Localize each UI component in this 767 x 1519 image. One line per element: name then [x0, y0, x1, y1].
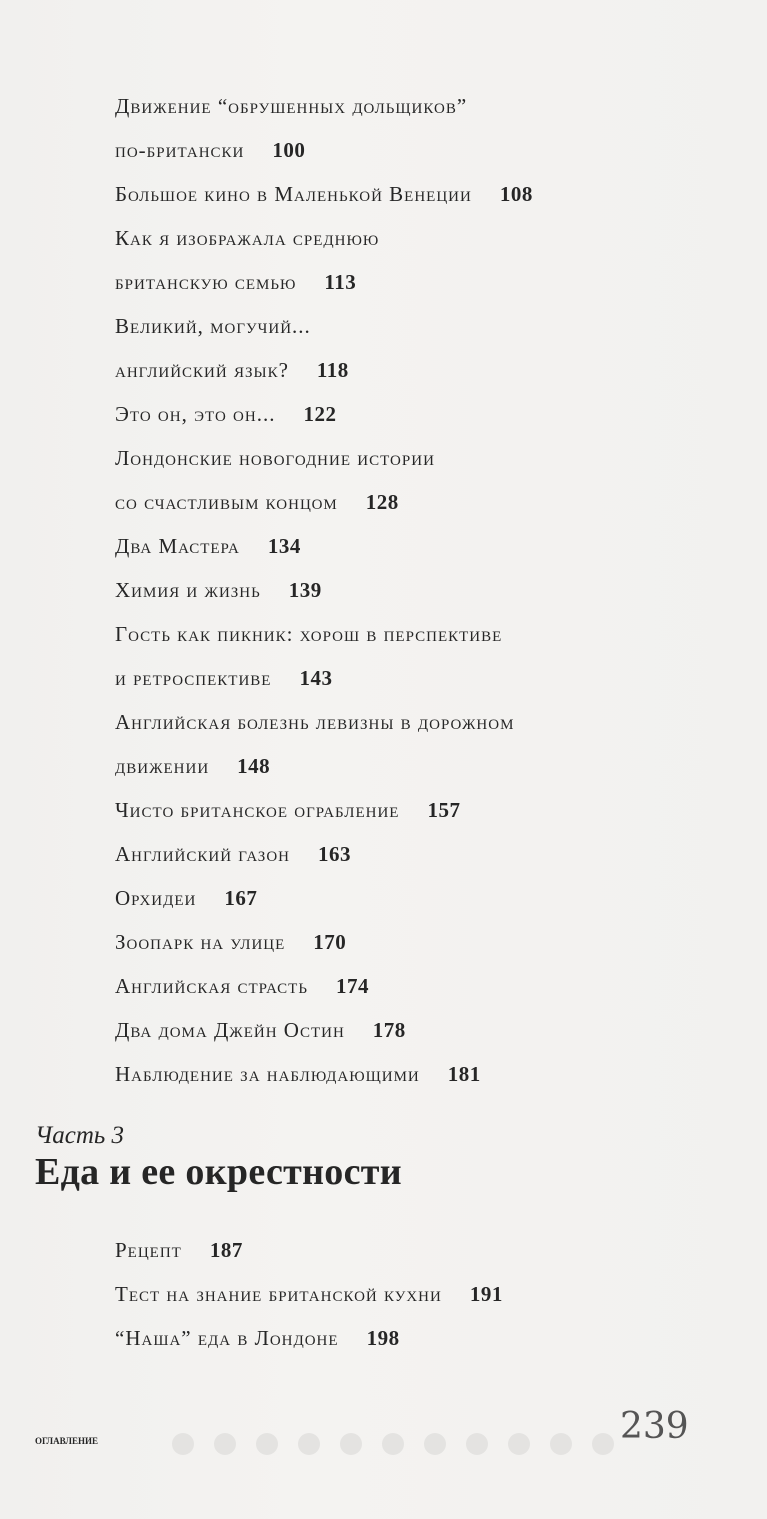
toc-entry-line — [115, 612, 502, 656]
toc-entry-title: Английский газон — [115, 842, 290, 866]
toc-entry-page-number: 157 — [427, 798, 461, 822]
toc-entry-page-number: 163 — [317, 842, 351, 866]
toc-entry-title: Великий, могучий... — [115, 314, 311, 338]
toc-entry-line — [115, 788, 460, 832]
toc-entry-line — [115, 348, 349, 392]
toc-entry-title: Движение “обрушенных дольщиков” — [115, 94, 468, 118]
toc-entry-line — [115, 524, 301, 568]
toc-entry-page-number: 148 — [237, 754, 271, 778]
toc-entry-title: Английская болезнь левизны в дорожном — [115, 710, 515, 734]
toc-entry-line — [115, 1008, 406, 1052]
toc-entry-line — [115, 480, 399, 524]
toc-entry-line — [115, 436, 435, 480]
toc-entry-page-number: 181 — [447, 1062, 481, 1086]
toc-entry-title: Рецепт — [115, 1238, 182, 1262]
toc-entry-page-number: 139 — [288, 578, 322, 602]
toc-entry-title: Наблюдение за наблюдающими — [115, 1062, 420, 1086]
toc-entry-line — [115, 128, 305, 172]
toc-entry-title: Гость как пикник: хорош в перспективе — [115, 622, 503, 646]
part-label: Часть 3 — [35, 1122, 125, 1149]
toc-entry-title: со счастливым концом — [115, 490, 338, 514]
toc-entry-line — [115, 84, 467, 128]
toc-entry-title: по-британски — [115, 138, 245, 162]
toc-entry-page-number: 191 — [469, 1282, 503, 1306]
toc-entry-title: Как я изображала среднюю — [115, 226, 380, 250]
toc-entry-line — [115, 920, 346, 964]
toc-entry-page-number: 167 — [224, 886, 258, 910]
toc-entry-page-number: 143 — [299, 666, 333, 690]
toc-entry-line — [115, 216, 379, 260]
toc-entry-page-number: 134 — [267, 534, 301, 558]
toc-entry-title: Английская страсть — [115, 974, 308, 998]
toc-entry-line — [115, 392, 336, 436]
toc-entry-line — [115, 304, 311, 348]
toc-entry-line — [115, 964, 369, 1008]
toc-entry-title: Два Мастера — [115, 534, 240, 558]
toc-entry-title: Тест на знание британской кухни — [115, 1282, 442, 1306]
part-title: Еда и ее окрестности — [35, 1151, 402, 1193]
toc-entry-page-number: 128 — [365, 490, 399, 514]
page-number: 239 — [620, 1406, 689, 1447]
footer-dot-ornament — [172, 1433, 614, 1455]
footer-section-label: оглавление — [35, 1432, 98, 1447]
toc-entry-title: Зоопарк на улице — [115, 930, 286, 954]
toc-entry-line — [115, 1052, 481, 1096]
toc-entry-title: Орхидеи — [115, 886, 197, 910]
toc-entry-line — [115, 1316, 400, 1360]
toc-entry-title: Лондонские новогодние истории — [115, 446, 435, 470]
toc-entry-line — [115, 260, 356, 304]
toc-entry-title: Химия и жизнь — [115, 578, 261, 602]
toc-entry-page-number: 100 — [272, 138, 306, 162]
toc-entry-line — [115, 1272, 503, 1316]
toc-entry-title: Это он, это он... — [115, 402, 276, 426]
toc-entry-title: движении — [115, 754, 210, 778]
toc-entry-page-number: 108 — [499, 182, 533, 206]
toc-entry-line — [115, 832, 351, 876]
toc-entry-title: Чисто британское ограбление — [115, 798, 400, 822]
toc-entry-page-number: 187 — [209, 1238, 243, 1262]
toc-entry-title: Большое кино в Маленькой Венеции — [115, 182, 472, 206]
toc-entry-line — [115, 172, 533, 216]
toc-entry-line — [115, 1228, 243, 1272]
toc-entry-line — [115, 656, 332, 700]
toc-entry-page-number: 118 — [316, 358, 349, 382]
toc-entry-title: и ретроспективе — [115, 666, 272, 690]
toc-entry-line — [115, 700, 514, 744]
toc-entry-page-number: 198 — [366, 1326, 400, 1350]
toc-entry-page-number: 174 — [335, 974, 369, 998]
toc-entry-line — [115, 744, 270, 788]
toc-entry-page-number: 178 — [372, 1018, 406, 1042]
toc-entry-title: британскую семью — [115, 270, 297, 294]
toc-entry-page-number: 170 — [313, 930, 347, 954]
toc-entry-title: “Наша” еда в Лондоне — [115, 1326, 339, 1350]
toc-entry-title: Два дома Джейн Остин — [115, 1018, 345, 1042]
toc-entry-title: английский язык? — [115, 358, 289, 382]
toc-entry-page-number: 122 — [303, 402, 337, 426]
toc-entry-line — [115, 568, 322, 612]
toc-entry-line — [115, 876, 257, 920]
toc-entry-page-number: 113 — [324, 270, 357, 294]
